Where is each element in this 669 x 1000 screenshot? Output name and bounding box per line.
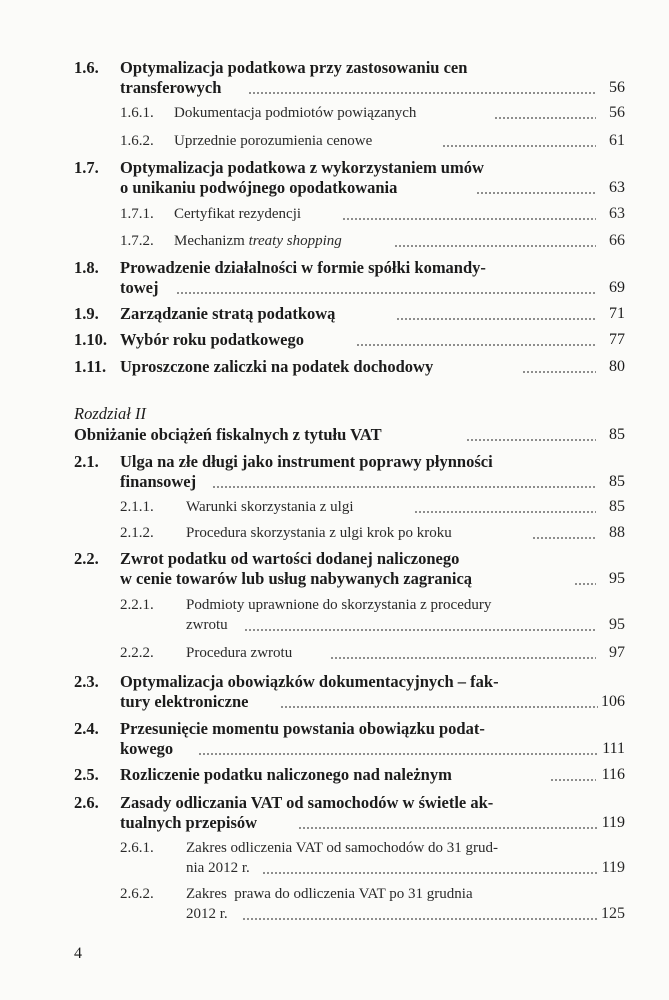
- leader-dots: [532, 537, 596, 539]
- leader-dots: [342, 218, 596, 220]
- leader-dots: [550, 779, 596, 781]
- leader-dots: [198, 753, 598, 755]
- leader-dots: [394, 245, 596, 247]
- leader-dots: [522, 371, 596, 373]
- leader-dots: [356, 344, 596, 346]
- leader-dots: [244, 629, 596, 631]
- leader-dots: [574, 583, 596, 585]
- leader-dots: [414, 511, 596, 513]
- leader-dots: [280, 706, 598, 708]
- leader-dots: [242, 918, 598, 920]
- leader-dots: [176, 292, 596, 294]
- leader-dots: [248, 92, 596, 94]
- leader-dots: [466, 439, 596, 441]
- leader-dots: [494, 117, 596, 119]
- leader-dots: [212, 486, 596, 488]
- leader-dots: [476, 192, 596, 194]
- leader-dots: [330, 657, 596, 659]
- page-number: 4: [74, 945, 82, 962]
- leader-dots: [396, 318, 596, 320]
- leader-dots: [262, 872, 598, 874]
- leader-dots: [298, 827, 598, 829]
- leader-dots: [442, 145, 596, 147]
